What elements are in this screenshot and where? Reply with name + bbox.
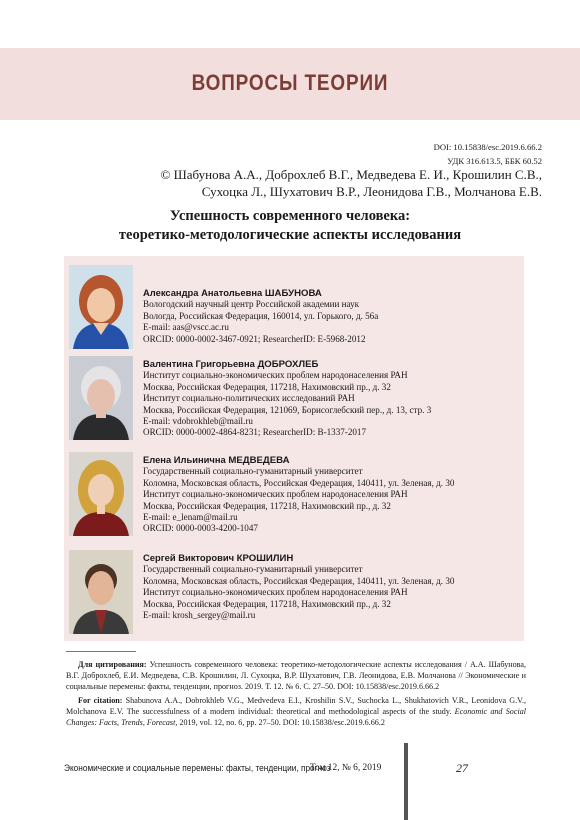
- citation-block: [66, 659, 526, 731]
- author-info: [143, 454, 518, 535]
- author-affiliation: Вологодский научный центр Российской академии наук: [143, 299, 360, 310]
- citation-en-journal: Economic and Social Changes: Facts, Trends, Forecast: [66, 707, 526, 727]
- footer-volume: Том 12, № 6, 2019: [310, 763, 382, 773]
- authors-box: [64, 256, 524, 641]
- author-last-name: ШАБУНОВА: [264, 288, 322, 299]
- author-info: [143, 358, 518, 439]
- citation-divider: [66, 651, 136, 652]
- copyright-authors-line-1: © Шабунова А.А., Доброхлеб В.Г., Медведева Е. И., Крошилин С.В.,: [160, 167, 542, 182]
- page-number: 27: [456, 761, 468, 775]
- citation-en-text: Shabunova A.A., Dobrokhleb V.G., Medvedeva E.I., Kroshilin S.V., Suchocka L., Shukhatovich V.R., Leonidova G.V., Molchanova E.V. The successfulness of a modern individual: theoretical and methodological aspects of the study.: [66, 696, 526, 716]
- author-orcid: ORCID: 0000-0002-3467-0921; ResearcherID: E-5968-2012: [143, 333, 366, 344]
- author-affiliation: Государственный социально-гуманитарный университет: [143, 466, 363, 477]
- citation-en: [66, 695, 526, 728]
- author-photo: [69, 265, 133, 349]
- citation-ru-label: Для цитирования:: [78, 660, 147, 669]
- citation-en-label: For citation:: [78, 696, 123, 705]
- author-email: E-mail: krosh_sergey@mail.ru: [143, 610, 256, 621]
- author-first-name: Сергей Викторович: [143, 552, 235, 563]
- author-orcid: ORCID: 0000-0002-4864-8231; ResearcherID: B-1337-2017: [143, 427, 367, 438]
- author-address: Коломна, Московская область, Российская Федерация, 140411, ул. Зеленая, д. 30: [143, 575, 455, 586]
- section-title: ВОПРОСЫ ТЕОРИИ: [191, 70, 389, 95]
- author-affiliation: Государственный социально-гуманитарный университет: [143, 564, 363, 575]
- author-address: Москва, Российская Федерация, 117218, Нахимовский пр., д. 32: [143, 598, 391, 609]
- author-name: [143, 287, 518, 299]
- author-name: [143, 358, 518, 370]
- author-name: [143, 552, 518, 564]
- footer-journal: Экономические и социальные перемены: факты, тенденции, прогноз: [64, 763, 331, 773]
- author-info: [143, 287, 518, 345]
- article-title-line-2: теоретико-методологические аспекты исследования: [118, 227, 462, 243]
- author-email: E-mail: aas@vscc.ac.ru: [143, 322, 229, 333]
- doi-line: DOI: 10.15838/esc.2019.6.66.2: [433, 142, 542, 152]
- author-address: Москва, Российская Федерация, 117218, Нахимовский пр., д. 32: [143, 381, 391, 392]
- author-first-name: Елена Ильинична: [143, 454, 226, 465]
- udc-line: УДК 316.613.5, ББК 60.52: [447, 156, 542, 166]
- article-title-line-1: Успешность современного человека:: [169, 208, 411, 224]
- author-last-name: КРОШИЛИН: [236, 553, 294, 564]
- author-name: [143, 454, 518, 466]
- author-email: E-mail: vdobrokhleb@mail.ru: [143, 416, 253, 427]
- author-photo: [69, 452, 133, 536]
- author-first-name: Александра Анатольевна: [143, 287, 263, 298]
- author-last-name: МЕДВЕДЕВА: [228, 455, 290, 466]
- author-address: Вологда, Российская Федерация, 160014, ул. Горького, д. 56а: [143, 310, 379, 321]
- article-title: [0, 207, 580, 245]
- author-affiliation: Институт социально-экономических проблем народонаселения РАН: [143, 587, 408, 598]
- author-address: Москва, Российская Федерация, 117218, Нахимовский пр., д. 32: [143, 500, 391, 511]
- author-info: [143, 552, 518, 621]
- author-affiliation: Институт социально-политических исследований РАН: [143, 393, 355, 404]
- doi-block: [434, 140, 542, 168]
- author-first-name: Валентина Григорьевна: [143, 358, 255, 369]
- author-affiliation: Институт социально-экономических проблем народонаселения РАН: [143, 489, 408, 500]
- copyright-authors: [62, 166, 542, 200]
- author-address: Коломна, Московская область, Российская Федерация, 140411, ул. Зеленая, д. 30: [143, 477, 455, 488]
- citation-en-tail: , 2019, vol. 12, no. 6, pp. 27–50. DOI: 10.15838/esc.2019.6.66.2: [175, 718, 385, 727]
- author-photo: [69, 550, 133, 634]
- author-last-name: ДОБРОХЛЕБ: [257, 359, 319, 370]
- citation-ru: [66, 659, 526, 692]
- author-affiliation: Институт социально-экономических проблем народонаселения РАН: [143, 370, 408, 381]
- footer-bar: [404, 743, 408, 820]
- copyright-authors-line-2: Сухоцка Л., Шухатович В.Р., Леонидова Г.В., Молчанова Е.В.: [201, 184, 542, 199]
- author-orcid: ORCID: 0000-0003-4200-1047: [143, 523, 258, 534]
- author-photo: [69, 356, 133, 440]
- author-email: E-mail: e_lenam@mail.ru: [143, 512, 238, 523]
- author-address: Москва, Российская Федерация, 121069, Борисоглебский пер., д. 13, стр. 3: [143, 404, 432, 415]
- citation-ru-text: Успешность современного человека: теоретико-методологические аспекты исследования / А.А. Шабунова, В.Г. Доброхлеб, Е.И. Медведева, С.В. Крошилин, Л. Сухоцка, В.Р. Шухатович, Г.В. Леонидова, Е.В. Молчанова // Экономические и социальные перемены: факты, тенденции, прогноз. 2019. Т. 12. № 6. С. 27–50. DOI: 10.15838/esc.2019.6.66.2: [66, 660, 526, 691]
